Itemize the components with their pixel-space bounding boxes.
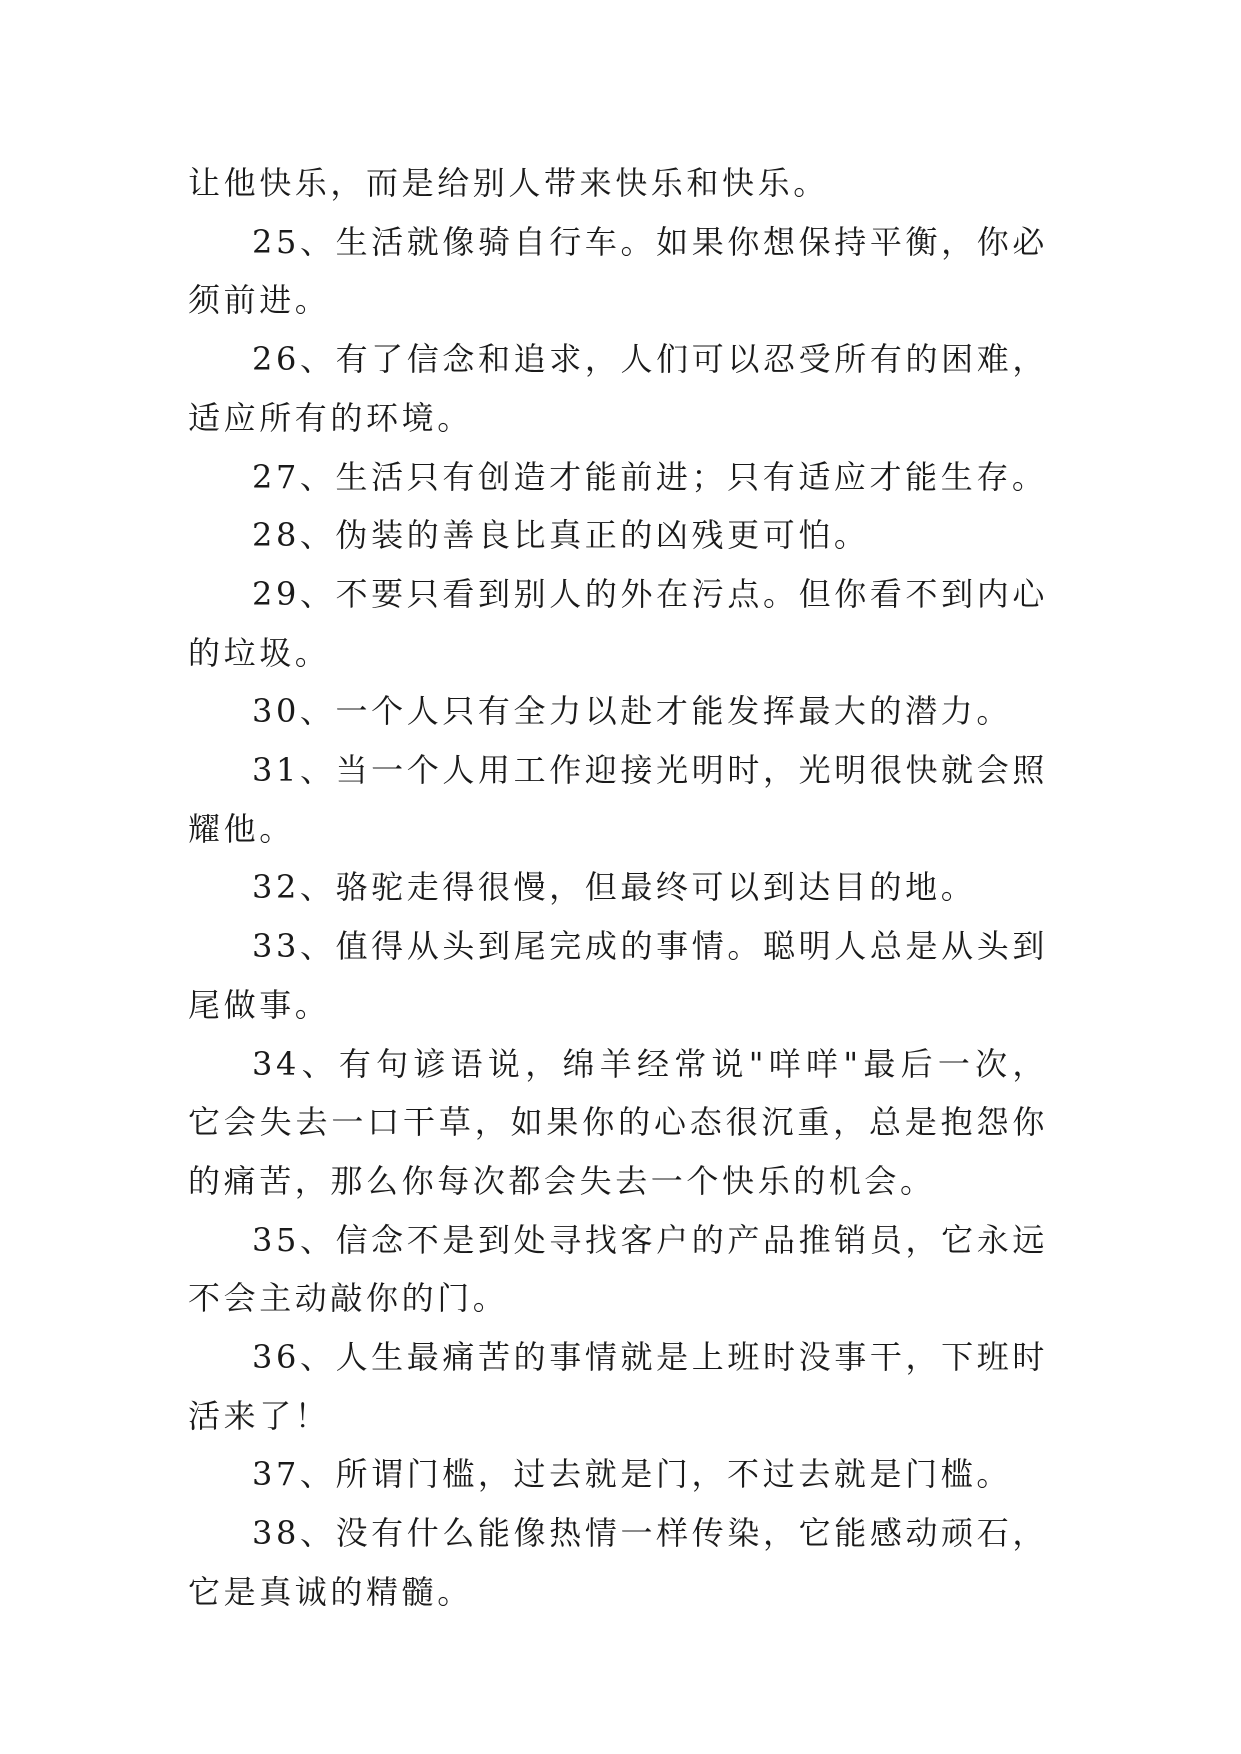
paragraph-quote-36: 36、人生最痛苦的事情就是上班时没事干，下班时活来了！ bbox=[188, 1338, 1048, 1435]
paragraph-quote-27: 27、生活只有创造才能前进；只有适应才能生存。 bbox=[252, 457, 1048, 496]
document-body bbox=[188, 154, 1048, 1622]
paragraph-quote-34: 34、有句谚语说，绵羊经常说"咩咩"最后一次，它会失去一口干草，如果你的心态很沉重，总是抱怨你的痛苦，那么你每次都会失去一个快乐的机会。 bbox=[188, 1044, 1048, 1200]
paragraph-quote-35: 35、信念不是到处寻找客户的产品推销员，它永远不会主动敲你的门。 bbox=[188, 1220, 1048, 1318]
paragraph-quote-33: 33、值得从头到尾完成的事情。聪明人总是从头到尾做事。 bbox=[188, 927, 1048, 1024]
paragraph-quote-26: 26、有了信念和追求，人们可以忍受所有的困难，适应所有的环境。 bbox=[188, 340, 1048, 437]
paragraph-quote-30: 30、一个人只有全力以赴才能发挥最大的潜力。 bbox=[252, 692, 1012, 731]
paragraph-quote-38: 38、没有什么能像热情一样传染，它能感动顽石，它是真诚的精髓。 bbox=[188, 1514, 1048, 1611]
paragraph-quote-29: 29、不要只看到别人的外在污点。但你看不到内心的垃圾。 bbox=[188, 574, 1048, 672]
paragraph-quote-28: 28、伪装的善良比真正的凶残更可怕。 bbox=[252, 516, 870, 555]
paragraph-quote-25: 25、生活就像骑自行车。如果你想保持平衡，你必须前进。 bbox=[188, 222, 1048, 320]
paragraph-quote-31: 31、当一个人用工作迎接光明时，光明很快就会照耀他。 bbox=[188, 751, 1048, 848]
paragraph-continuation: 让他快乐，而是给别人带来快乐和快乐。 bbox=[188, 164, 829, 202]
paragraph-quote-37: 37、所谓门槛，过去就是门，不过去就是门槛。 bbox=[252, 1455, 1012, 1494]
paragraph-quote-32: 32、骆驼走得很慢，但最终可以到达目的地。 bbox=[252, 868, 977, 907]
